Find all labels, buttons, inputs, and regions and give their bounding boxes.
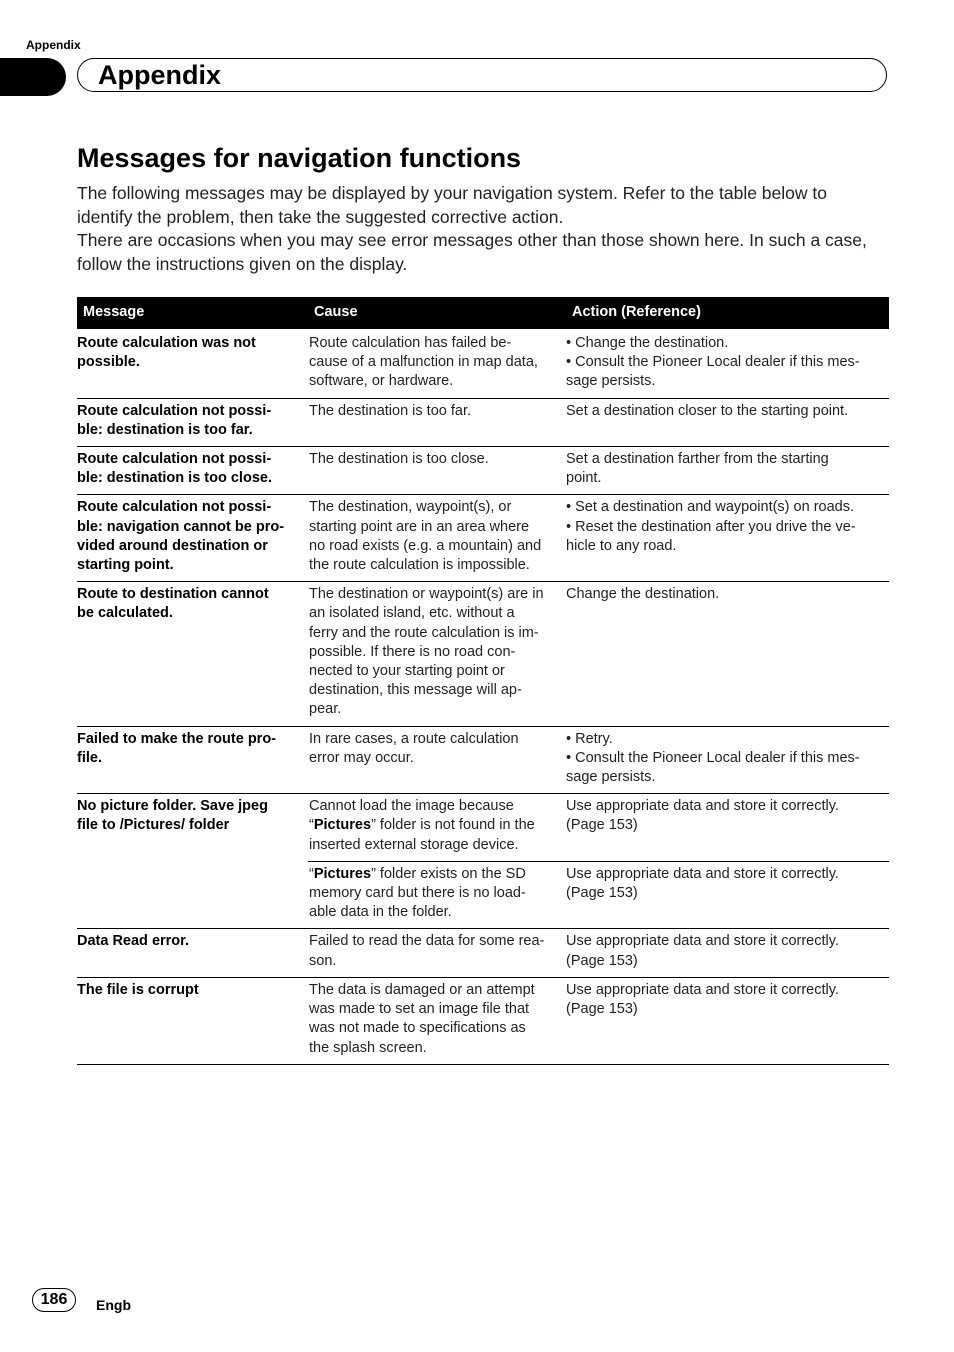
message-cell: [77, 398, 308, 446]
intro-paragraph: The following messages may be displayed by your navigation system. Refer to the table below to identify the problem, then take the suggested corrective action.: [77, 183, 827, 227]
table-row: [77, 726, 889, 794]
text-line: was not made to specifications as: [309, 1020, 526, 1037]
intro-text: [77, 182, 887, 276]
cause-cell: [308, 582, 566, 726]
text-line: Set a destination farther from the starting: [566, 451, 829, 468]
text-fragment: ” folder is not found in the: [371, 817, 535, 834]
action-cell: [566, 495, 889, 582]
language-code: Engb: [96, 1297, 131, 1313]
text-line: Use appropriate data and store it correctly.: [566, 798, 839, 815]
page-number: 186: [32, 1288, 76, 1312]
action-cell: [566, 398, 889, 446]
text-line: possible. If there is no road con-: [309, 643, 516, 660]
column-header-cause: Cause: [308, 297, 566, 329]
action-cell: [566, 447, 889, 495]
table-row: [77, 495, 889, 582]
message-cell: [77, 582, 308, 726]
cause-cell: [308, 861, 566, 929]
text-line: hicle to any road.: [566, 537, 677, 554]
cause-cell: [308, 726, 566, 794]
text-line: Cannot load the image because: [309, 798, 514, 815]
text-line: destination, this message will ap-: [309, 682, 522, 699]
open-quote: “: [309, 865, 314, 882]
action-cell: [566, 726, 889, 794]
messages-table: [77, 297, 889, 1065]
column-header-message: Message: [77, 297, 308, 329]
message-cell: [77, 329, 308, 398]
text-line: inserted external storage device.: [309, 836, 519, 853]
cause-cell: [308, 977, 566, 1064]
cause-cell: [308, 495, 566, 582]
text-line: ble: destination is too close.: [77, 470, 272, 487]
text-line: • Change the destination.: [566, 335, 729, 351]
text-line: Failed to make the route pro-: [77, 730, 276, 747]
text-line: In rare cases, a route calculation: [309, 730, 519, 747]
message-cell: [77, 794, 308, 929]
action-cell: [566, 794, 889, 862]
text-line: sage persists.: [566, 373, 656, 390]
cause-cell: [308, 447, 566, 495]
text-line: Route to destination cannot: [77, 586, 269, 603]
text-line: Use appropriate data and store it correctly.: [566, 933, 839, 950]
text-line: (Page 153): [566, 1001, 638, 1018]
open-quote: “: [309, 817, 314, 834]
text-line: file.: [77, 749, 102, 766]
text-line: ble: destination is too far.: [77, 421, 253, 438]
text-line: starting point.: [77, 557, 174, 574]
text-line: the route calculation is impossible.: [309, 557, 530, 574]
text-line: no road exists (e.g. a mountain) and: [309, 537, 542, 554]
text-line: Route calculation not possi-: [77, 402, 272, 419]
section-title: Appendix: [98, 60, 222, 90]
cause-cell: [308, 398, 566, 446]
cause-cell: [308, 329, 566, 398]
action-cell: [566, 329, 889, 398]
text-line: (Page 153): [566, 885, 638, 902]
text-line: Failed to read the data for some rea-: [309, 933, 545, 950]
text-line: [309, 816, 558, 835]
message-cell: [77, 447, 308, 495]
action-cell: [566, 929, 889, 977]
text-line: The destination is too far.: [309, 402, 472, 419]
text-line: starting point are in an area where: [309, 518, 530, 535]
text-fragment: ” folder exists on the SD: [371, 865, 526, 882]
table-row: [77, 398, 889, 446]
table-row: [77, 794, 889, 862]
text-line: an isolated island, etc. without a: [309, 605, 515, 622]
table-header-row: [77, 297, 889, 329]
pictures-keyword: Pictures: [313, 817, 372, 834]
text-line: the splash screen.: [309, 1039, 427, 1056]
text-line: Route calculation not possi-: [77, 451, 272, 468]
text-line: The destination is too close.: [309, 451, 489, 468]
page-title: Messages for navigation functions: [77, 143, 522, 173]
running-head: Appendix: [26, 38, 81, 52]
text-line: • Retry.: [566, 730, 613, 747]
action-cell: [566, 861, 889, 929]
text-line: • Consult the Pioneer Local dealer if this mes-: [566, 749, 860, 766]
message-cell: [77, 495, 308, 582]
text-line: possible.: [77, 354, 140, 371]
text-line: Use appropriate data and store it correctly.: [566, 981, 839, 998]
text-line: Route calculation has failed be-: [309, 335, 512, 351]
table-row: [77, 929, 889, 977]
text-line: The destination, waypoint(s), or: [309, 499, 512, 516]
text-line: ferry and the route calculation is im-: [309, 624, 539, 641]
table-row: [77, 447, 889, 495]
text-line: Use appropriate data and store it correctly.: [566, 865, 839, 882]
text-line: be calculated.: [77, 605, 173, 622]
text-line: vided around destination or: [77, 537, 268, 554]
text-line: The data is damaged or an attempt: [309, 981, 535, 998]
intro-paragraph: There are occasions when you may see error messages other than those shown here. In such a case, follow the instructions given on the display.: [77, 230, 867, 274]
message-cell: [77, 977, 308, 1064]
text-line: cause of a malfunction in map data,: [309, 354, 538, 371]
column-header-action: Action (Reference): [566, 297, 889, 329]
text-line: ble: navigation cannot be pro-: [77, 518, 285, 535]
text-line: software, or hardware.: [309, 373, 454, 390]
text-line: The destination or waypoint(s) are in: [309, 586, 544, 603]
text-line: sage persists.: [566, 769, 656, 786]
text-line: The file is corrupt: [77, 981, 199, 998]
table-row: [77, 977, 889, 1064]
text-line: Data Read error.: [77, 933, 190, 950]
section-header-bar: [77, 58, 887, 92]
text-line: • Reset the destination after you drive the ve-: [566, 518, 856, 535]
pictures-keyword: Pictures: [313, 865, 372, 882]
table-row: [77, 582, 889, 726]
text-line: son.: [309, 952, 337, 969]
text-line: No picture folder. Save jpeg: [77, 798, 268, 815]
text-line: was made to set an image file that: [309, 1001, 530, 1018]
message-cell: [77, 726, 308, 794]
message-cell: [77, 929, 308, 977]
text-line: • Consult the Pioneer Local dealer if this mes-: [566, 354, 860, 371]
text-line: (Page 153): [566, 952, 638, 969]
cause-cell: [308, 794, 566, 862]
text-line: able data in the folder.: [309, 904, 452, 921]
action-cell: [566, 582, 889, 726]
text-line: point.: [566, 470, 602, 487]
text-line: (Page 153): [566, 817, 638, 834]
text-line: Route calculation was not: [77, 335, 256, 351]
section-tab-marker: [0, 58, 66, 96]
text-line: [309, 865, 558, 884]
text-line: pear.: [309, 701, 342, 718]
action-cell: [566, 977, 889, 1064]
text-line: error may occur.: [309, 749, 414, 766]
text-line: nected to your starting point or: [309, 663, 505, 680]
text-line: Set a destination closer to the starting point.: [566, 402, 849, 419]
text-line: memory card but there is no load-: [309, 885, 526, 902]
text-line: Route calculation not possi-: [77, 499, 272, 516]
text-line: • Set a destination and waypoint(s) on roads.: [566, 499, 854, 516]
text-line: file to /Pictures/ folder: [77, 817, 230, 834]
cause-cell: [308, 929, 566, 977]
table-row: [77, 329, 889, 398]
text-line: Change the destination.: [566, 586, 720, 603]
